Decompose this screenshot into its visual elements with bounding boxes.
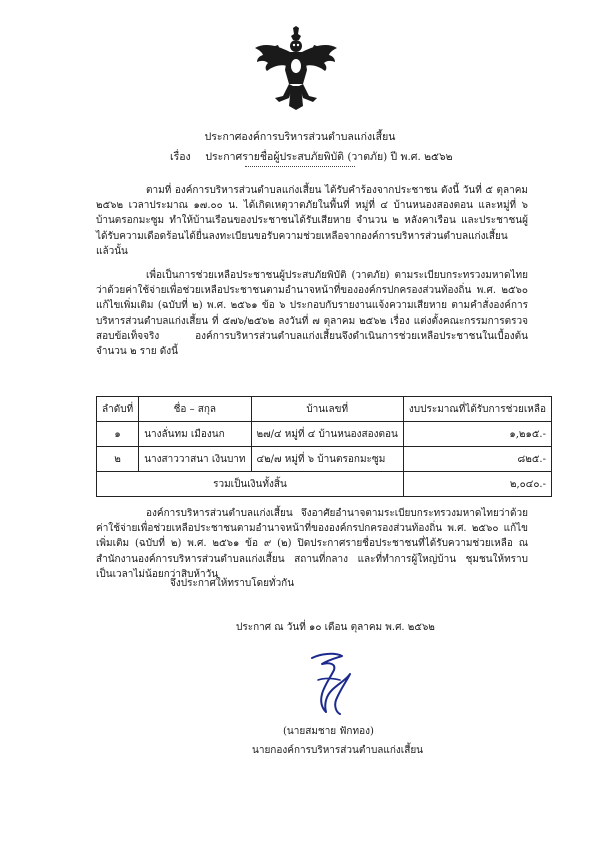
dotted-divider [245,166,355,167]
subject-label: เรื่อง [170,151,191,163]
col-header-address: บ้านเลขที่ [251,397,403,422]
signer-title: นายกองค์การบริหารส่วนตำบลแก่งเสี้ยน [252,745,424,756]
handwritten-signature-icon [306,650,354,718]
announce-date-line [236,620,435,635]
signer-name: (นายสมชาย ฟักทอง) [283,726,374,737]
closing-line: จึงประกาศให้ทราบโดยทั่วกัน [170,578,295,589]
announce-month: ตุลาคม [350,622,383,633]
row-name: นางลั่นทม เมืองนก [139,422,251,447]
paragraph-posting [96,506,528,582]
subject-text: ประกาศรายชื่อผู้ประสบภัยพิบัติ (วาตภัย) ปี พ.ศ. ๒๕๖๒ [205,151,453,163]
organization-title: ประกาศองค์การบริหารส่วนตำบลแก่งเสี้ยน [204,131,396,143]
row-address: ๔๒/๗ หมู่ที่ ๖ บ้านตรอกมะซูม [251,447,403,472]
total-label: รวมเป็นเงินทั้งสิ้น [97,472,404,497]
paragraph-assistance [96,268,528,359]
row-address: ๒๗/๔ หมู่ที่ ๔ บ้านหนองสองตอน [251,422,403,447]
col-header-name: ชื่อ – สกุล [139,397,251,422]
col-header-amount: งบประมาณที่ได้รับการช่วยเหลือ [403,397,551,422]
subject-line [170,148,453,165]
total-amount: ๒,๐๔๐.- [403,472,551,497]
paragraph-incident-text: ตามที่ องค์การบริหารส่วนตำบลแก่งเสี้ยน ได้รับคำร้องจากประชาชน ดังนี้ วันที่ ๕ ตุลาคม ๒๕๖๒ เวลาประมาณ ๑๗.๐๐ น. ได้เกิดเหตุวาตภัยในพื้นที่ หมู่ที่ ๔ บ้านหนองสองตอน และหมู่ที่ ๖ บ้านตรอกมะซูม ทำให้บ้านเรือนของประชาชนได้รับเสียหาย จำนวน ๒ หลังคาเรือน และประชาชนผู้ได้รับความเดือดร้อนได้ยื่นลงทะเบียนขอรับความช่วยเหลือจากองค์การบริหารส่วนตำบลแก่งเสี้ยน แล้วนั้น [96,185,528,257]
announce-day: ๑๐ [308,622,322,633]
announce-month-prefix: เดือน [324,622,348,633]
table-header-row [97,397,552,422]
paragraph-assistance-text: เพื่อเป็นการช่วยเหลือประชาชนผู้ประสบภัยพิบัติ (วาตภัย) ตามระเบียบกระทรวงมหาดไทยว่าด้วยค่าใช้จ่ายเพื่อช่วยเหลือประชาชนตามอำนาจหน้าที่ขององค์กรปกครองส่วนท้องถิ่น พ.ศ. ๒๕๖๐ แก้ไขเพิ่มเติม (ฉบับที่ ๒) พ.ศ. ๒๕๖๑ ข้อ ๖ ประกอบกับรายงานแจ้งความเสียหาย ตามคำสั่งองค์การบริหารส่วนตำบลแก่งเสี้ยน ที่ ๕๗๖/๒๕๖๒ ลงวันที่ ๗ ตุลาคม ๒๕๖๒ เรื่อง แต่งตั้งคณะกรรมการตรวจสอบข้อเท็จจริง องค์การบริหารส่วนตำบลแก่งเสี้ยนจึงดำเนินการช่วยเหลือประชาชนในเบื้องต้น จำนวน ๒ ราย ดังนี้ [96,270,528,358]
table-total-row [97,472,552,497]
announce-year-prefix: พ.ศ. [385,622,405,633]
table-row [97,422,552,447]
row-amount: ๑,๒๑๕.- [403,422,551,447]
recipients-table [96,396,552,497]
col-header-no: ลำดับที่ [97,397,139,422]
paragraph-incident [96,183,528,259]
table-row [97,447,552,472]
row-name: นางสาววาสนา เงินบาท [139,447,251,472]
row-amount: ๘๒๕.- [403,447,551,472]
announce-prefix: ประกาศ ณ วันที่ [236,622,306,633]
paragraph-posting-text: องค์การบริหารส่วนตำบลแก่งเสี้ยน จึงอาศัยอำนาจตามระเบียบกระทรวงมหาดไทยว่าด้วยค่าใช้จ่ายเพื่อช่วยเหลือประชาชนตามอำนาจหน้าที่ขององค์กรปกครองส่วนท้องถิ่น พ.ศ. ๒๕๖๐ แก้ไขเพิ่มเติม (ฉบับที่ ๒) พ.ศ. ๒๕๖๑ ข้อ ๙ (๒) ปิดประกาศรายชื่อประชาชนที่ได้รับความช่วยเหลือ ณ สำนักงานองค์การบริหารส่วนตำบลแก่งเสี้ยน สถานที่กลาง และที่ทำการผู้ใหญ่บ้าน ชุมชนให้ทราบ เป็นเวลาไม่น้อยกว่าสิบห้าวัน [96,508,528,580]
row-no: ๒ [97,447,139,472]
announce-year: ๒๕๖๒ [407,622,435,633]
row-no: ๑ [97,422,139,447]
garuda-emblem-icon [253,26,339,110]
